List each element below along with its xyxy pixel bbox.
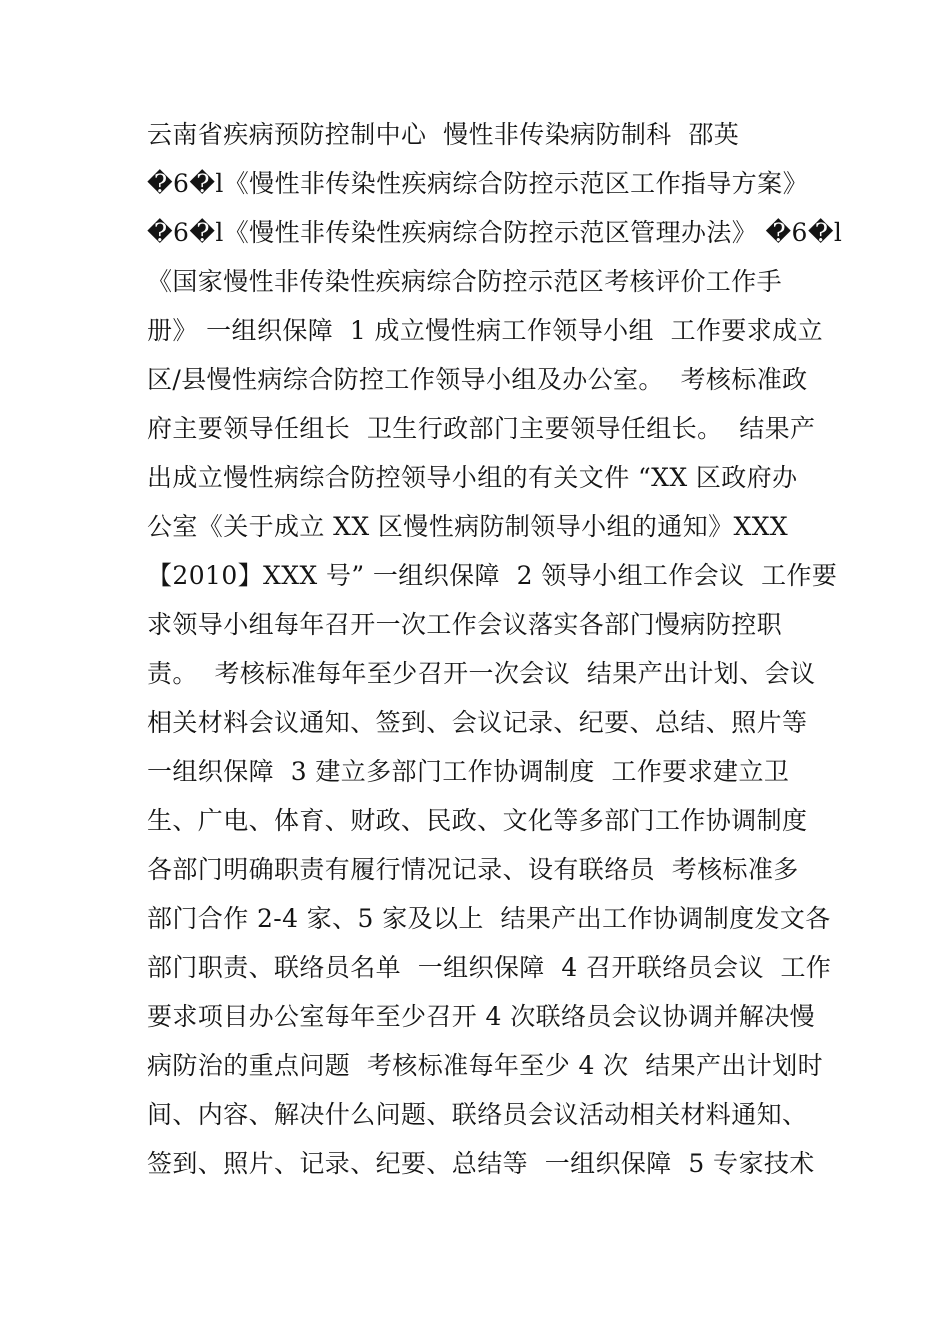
text-line: 府主要领导任组长 卫生行政部门主要领导任组长。 结果产 [147, 414, 816, 443]
text-line: 云南省疾病预防控制中心 慢性非传染病防制科 邵英 [147, 120, 740, 149]
text-line: 间、内容、解决什么问题、联络员会议活动相关材料通知、 [147, 1100, 808, 1129]
document-body [147, 110, 843, 1188]
text-line: 签到、照片、记录、纪要、总结等 一组织保障 5 专家技术 [147, 1149, 815, 1178]
text-line: 公室《关于成立 XX 区慢性病防制领导小组的通知》XXX [147, 512, 789, 541]
text-line: 生、广电、体育、财政、民政、文化等多部门工作协调制度 [147, 806, 808, 835]
text-line: 各部门明确职责有履行情况记录、设有联络员 考核标准多 [147, 855, 799, 884]
text-line: �6�l《慢性非传染性疾病综合防控示范区工作指导方案》 [147, 169, 808, 198]
text-line: 求领导小组每年召开一次工作会议落实各部门慢病防控职 [147, 610, 783, 639]
text-line: 要求项目办公室每年至少召开 4 次联络员会议协调并解决慢 [147, 1002, 816, 1031]
text-line: 区/县慢性病综合防控工作领导小组及办公室。 考核标准政 [147, 365, 808, 394]
text-line: 出成立慢性病综合防控领导小组的有关文件 “XX 区政府办 [147, 463, 798, 492]
text-line: 《国家慢性非传染性疾病综合防控示范区考核评价工作手 [147, 267, 783, 296]
text-line: 册》 一组织保障 1 成立慢性病工作领导小组 工作要求成立 [147, 316, 823, 345]
text-line: 病防治的重点问题 考核标准每年至少 4 次 结果产出计划时 [147, 1051, 823, 1080]
text-line: 相关材料会议通知、签到、会议记录、纪要、总结、照片等 [147, 708, 808, 737]
text-line: 部门合作 2-4 家、5 家及以上 结果产出工作协调制度发文各 [147, 904, 831, 933]
text-line: 一组织保障 3 建立多部门工作协调制度 工作要求建立卫 [147, 757, 790, 786]
text-line: �6�l《慢性非传染性疾病综合防控示范区管理办法》 �6�l [147, 218, 843, 247]
text-line: 部门职责、联络员名单 一组织保障 4 召开联络员会议 工作 [147, 953, 832, 982]
text-line: 责。 考核标准每年至少召开一次会议 结果产出计划、会议 [147, 659, 816, 688]
text-line: 【2010】XXX 号” 一组织保障 2 领导小组工作会议 工作要 [147, 561, 838, 590]
